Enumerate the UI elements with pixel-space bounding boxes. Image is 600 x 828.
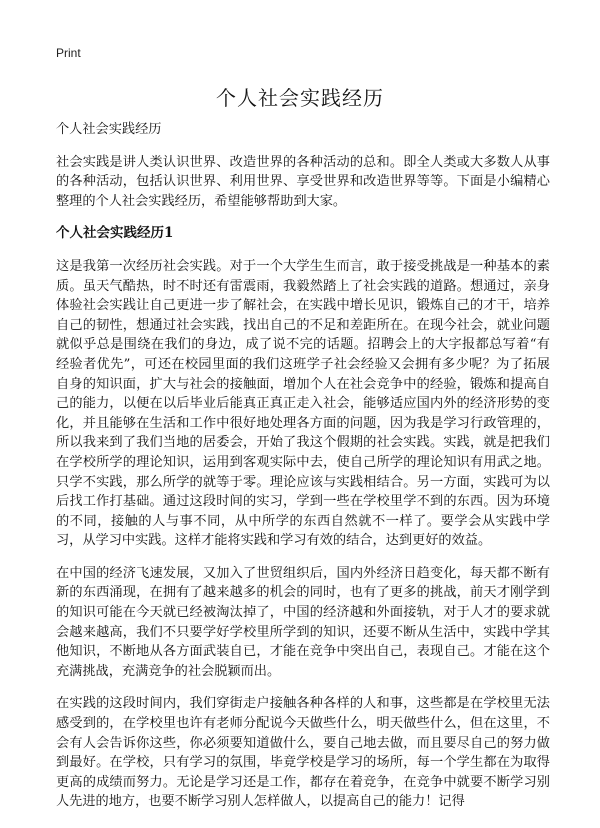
article-subtitle: 个人社会实践经历 <box>56 122 162 137</box>
body-paragraph-3: 在实践的这段时间内，我们穿街走户接触各种各样的人和事，这些都是在学校里无法感受到的，在学校里也许有老师分配说今天做些什么，明天做些什么，但在这里，不会有人会告诉你这些，你必须要知道做什么，要自己地去做，而且要尽自己的努力做到最好。在学校，只有学习的氛围，毕竟学校是学习的场所，每一个学生都在为取得更高的成绩而努力。无论是学习还是工作，都存在着竞争，在竞争中就要不断学习别人先进的地方，也要不断学习别人怎样做人，以提高自己的能力！记得 <box>56 696 550 810</box>
section-heading: 个人社会实践经历1 <box>56 225 174 242</box>
print-link[interactable]: Print <box>56 46 81 60</box>
article-body <box>56 120 550 825</box>
intro-paragraph: 社会实践是讲人类认识世界、改造世界的各种活动的总和。即全人类或大多数人从事的各种活动，包括认识世界、利用世界、享受世界和改造世界等等。下面是小编精心整理的个人社会实践经历，希望能够帮助到大家。 <box>56 154 550 209</box>
body-paragraph-1: 这是我第一次经历社会实践。对于一个大学生生而言，敢于接受挑战是一种基本的素质。虽天气酷热，时不时还有雷震雨，我毅然踏上了社会实践的道路。想通过，亲身体验社会实践让自己更进一步了解社会，在实践中增长见识，锻炼自己的才干，培养自己的韧性，想通过社会实践，找出自己的不足和差距所在。在现今社会，就业问题就似乎总是围绕在我们的身边，成了说不完的话题。招聘会上的大字报都总写着“有经验者优先”，可还在校园里面的我们这班学子社会经验又会拥有多少呢？为了拓展自身的知识面，扩大与社会的接触面，增加个人在社会竞争中的经验，锻炼和提高自己的能力，以便在以后毕业后能真正真正走入社会，能够适应国内外的经济形势的变化，并且能够在生活和工作中很好地处理各方面的问题，因为我是学习行政管理的，所以我来到了我们当地的居委会，开始了我这个假期的社会实践。实践，就是把我们在学校所学的理论知识，运用到客观实际中去，使自己所学的理论知识有用武之地。只学不实践，那么所学的就等于零。理论应该与实践相结合。另一方面，实践可为以后找工作打基础。通过这段时间的实习，学到一些在学校里学不到的东西。因为环境的不同，接触的人与事不同，从中所学的东西自然就不一样了。要学会从实践中学习，从学习中实践。这样才能将实践和学习有效的结合，达到更好的效益。 <box>56 258 550 549</box>
body-paragraph-2: 在中国的经济飞速发展，又加入了世贸组织后，国内外经济日趋变化，每天都不断有新的东西涌现，在拥有了越来越多的机会的同时，也有了更多的挑战，前天才刚学到的知识可能在今天就已经被淘汰掉了，中国的经济越和外面接轨，对于人才的要求就会越来越高，我们不只要学好学校里所学到的知识，还要不断从生活中，实践中学其他知识，不断地从各方面武装自已，才能在竞争中突出自己，表现自己。才能在这个充满挑战，充满竞争的社会脱颖而出。 <box>56 565 550 679</box>
page-title: 个人社会实践经历 <box>216 86 384 110</box>
